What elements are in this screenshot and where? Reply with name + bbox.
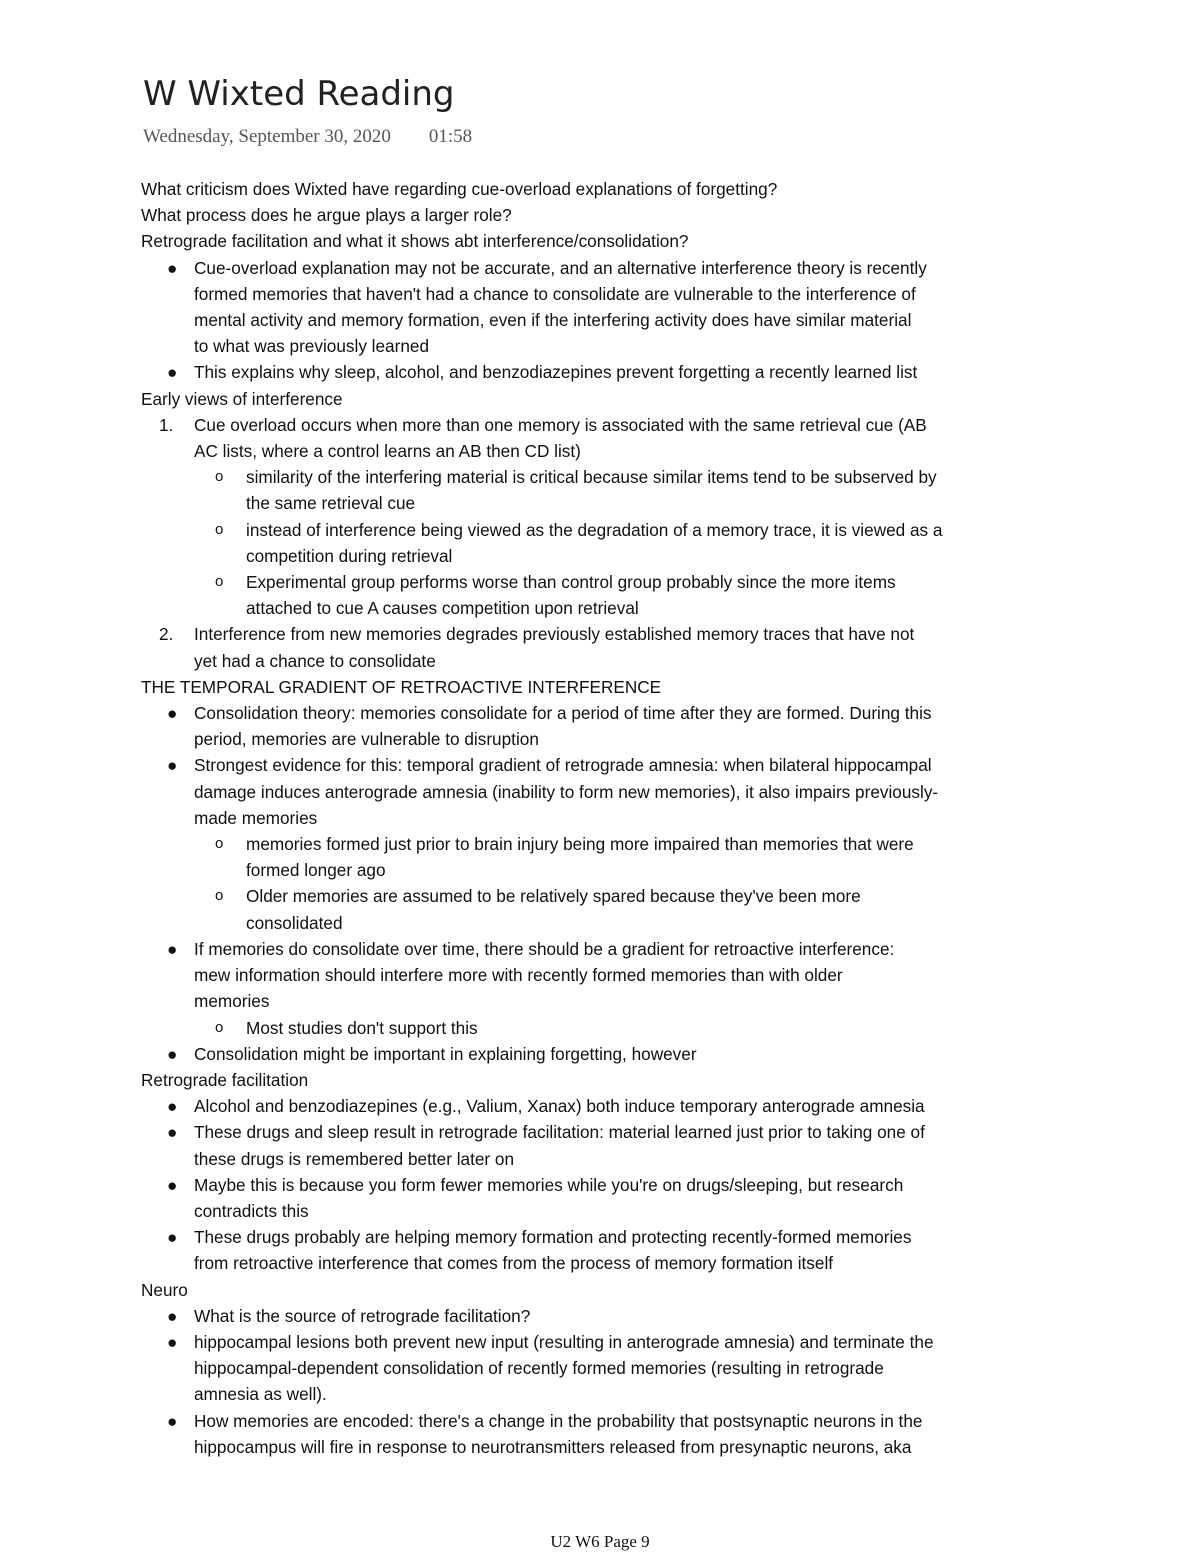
bullet-icon: ● xyxy=(167,1305,178,1326)
bullet-item xyxy=(141,255,1071,360)
bullet-icon: ● xyxy=(167,703,178,724)
bullet-item xyxy=(141,700,1071,752)
text-line: Experimental group performs worse than control group probably since the more items xyxy=(246,572,896,593)
text-line: competition during retrieval xyxy=(246,545,453,566)
text-line: yet had a chance to consolidate xyxy=(194,650,436,671)
circle-bullet-icon: o xyxy=(215,573,224,591)
list-number: 1. xyxy=(159,414,174,435)
bullet-icon: ● xyxy=(167,257,178,278)
text-line: consolidated xyxy=(246,912,343,933)
heading-neuro: Neuro xyxy=(141,1279,188,1300)
bullet-item xyxy=(141,1041,1071,1067)
bullet-item xyxy=(141,1172,1071,1224)
text-line: hippocampal-dependent consolidation of recently formed memories (resulting in retrograde xyxy=(194,1358,884,1379)
bullet-icon: ● xyxy=(167,755,178,776)
text-line: hippocampus will fire in response to neurotransmitters released from presynaptic neurons, aka xyxy=(194,1436,912,1457)
text-line: What is the source of retrograde facilitation? xyxy=(194,1305,531,1326)
circle-bullet-icon: o xyxy=(215,887,224,905)
text-line: instead of interference being viewed as the degradation of a memory trace, it is viewed as a xyxy=(246,519,943,540)
heading-early-views: Early views of interference xyxy=(141,388,343,409)
sub-bullet-item xyxy=(141,517,1071,569)
text-line: formed longer ago xyxy=(246,860,386,881)
text-line: damage induces anterograde amnesia (inability to form new memories), it also impairs previously- xyxy=(194,781,939,802)
bullet-icon: ● xyxy=(167,938,178,959)
text-line: Cue overload occurs when more than one memory is associated with the same retrieval cue (AB xyxy=(194,414,927,435)
text-line: These drugs probably are helping memory formation and protecting recently-formed memories xyxy=(194,1227,912,1248)
numbered-item xyxy=(141,621,1071,673)
text-line: formed memories that haven't had a chance to consolidate are vulnerable to the interference of xyxy=(194,283,916,304)
text-line: Interference from new memories degrades previously established memory traces that have not xyxy=(194,624,915,645)
sub-bullet-item xyxy=(141,883,1071,935)
list-number: 2. xyxy=(159,624,174,645)
circle-bullet-icon: o xyxy=(215,835,224,853)
circle-bullet-icon: o xyxy=(215,1018,224,1036)
text-line: This explains why sleep, alcohol, and benzodiazepines prevent forgetting a recently learned list xyxy=(194,362,918,383)
text-line: to what was previously learned xyxy=(194,336,430,357)
text-line: Consolidation might be important in explaining forgetting, however xyxy=(194,1043,697,1064)
sub-bullet-item xyxy=(141,831,1071,883)
text-line: Consolidation theory: memories consolidate for a period of time after they are formed. During this xyxy=(194,703,932,724)
sub-bullet-item xyxy=(141,569,1071,621)
heading-retrograde-facilitation: Retrograde facilitation xyxy=(141,1069,309,1090)
bullet-icon: ● xyxy=(167,1331,178,1352)
bullet-item xyxy=(141,1329,1071,1408)
page-meta xyxy=(143,126,472,148)
bullet-icon: ● xyxy=(167,1227,178,1248)
page-footer: U2 W6 Page 9 xyxy=(550,1532,650,1551)
bullet-icon: ● xyxy=(167,1410,178,1431)
text-line: hippocampal lesions both prevent new input (resulting in anterograde amnesia) and terminate the xyxy=(194,1331,934,1352)
page-time: 01:58 xyxy=(428,126,473,147)
text-line: memories xyxy=(194,991,270,1012)
text-line: Maybe this is because you form fewer memories while you're on drugs/sleeping, but research xyxy=(194,1174,904,1195)
note-body xyxy=(141,176,1071,1460)
text-line: from retroactive interference that comes from the process of memory formation itself xyxy=(194,1253,834,1274)
text-line: mew information should interfere more with recently formed memories than with older xyxy=(194,965,843,986)
circle-bullet-icon: o xyxy=(215,520,224,538)
sub-bullet-item xyxy=(141,464,1071,516)
text-line: Most studies don't support this xyxy=(246,1017,478,1038)
text-line: mental activity and memory formation, even if the interfering activity does have similar material xyxy=(194,310,912,331)
bullet-item xyxy=(141,752,1071,831)
text-line: Cue-overload explanation may not be accurate, and an alternative interference theory is recently xyxy=(194,257,927,278)
text-line: If memories do consolidate over time, there should be a gradient for retroactive interference: xyxy=(194,938,895,959)
page-date: Wednesday, September 30, 2020 xyxy=(143,126,391,147)
bullet-item xyxy=(141,1408,1071,1460)
text-line: memories formed just prior to brain injury being more impaired than memories that were xyxy=(246,834,914,855)
text-line: period, memories are vulnerable to disruption xyxy=(194,729,539,750)
bullet-icon: ● xyxy=(167,362,178,383)
bullet-icon: ● xyxy=(167,1122,178,1143)
text-line: Alcohol and benzodiazepines (e.g., Valium, Xanax) both induce temporary anterograde amnesia xyxy=(194,1096,925,1117)
sub-bullet-item xyxy=(141,1015,1071,1041)
bullet-item xyxy=(141,1224,1071,1276)
circle-bullet-icon: o xyxy=(215,468,224,486)
numbered-item xyxy=(141,412,1071,464)
question-3: Retrograde facilitation and what it shows abt interference/consolidation? xyxy=(141,231,689,252)
text-line: How memories are encoded: there's a change in the probability that postsynaptic neurons in the xyxy=(194,1410,923,1431)
bullet-icon: ● xyxy=(167,1043,178,1064)
text-line: Older memories are assumed to be relatively spared because they've been more xyxy=(246,886,861,907)
text-line: These drugs and sleep result in retrograde facilitation: material learned just prior to taking one of xyxy=(194,1122,925,1143)
bullet-icon: ● xyxy=(167,1096,178,1117)
question-1: What criticism does Wixted have regarding cue-overload explanations of forgetting? xyxy=(141,179,778,199)
text-line: amnesia as well). xyxy=(194,1384,327,1405)
heading-temporal-gradient: THE TEMPORAL GRADIENT OF RETROACTIVE INTERFERENCE xyxy=(141,676,662,697)
bullet-item xyxy=(141,359,1071,385)
text-line: the same retrieval cue xyxy=(246,493,416,514)
text-line: Strongest evidence for this: temporal gradient of retrograde amnesia: when bilateral hippocampal xyxy=(194,755,932,776)
text-line: these drugs is remembered better later on xyxy=(194,1148,515,1169)
text-line: AC lists, where a control learns an AB then CD list) xyxy=(194,441,581,462)
text-line: similarity of the interfering material is critical because similar items tend to be subserved by xyxy=(246,467,937,488)
page-title: W Wixted Reading xyxy=(143,74,455,114)
bullet-item xyxy=(141,1303,1071,1329)
bullet-icon: ● xyxy=(167,1174,178,1195)
bullet-item xyxy=(141,1093,1071,1119)
text-line: contradicts this xyxy=(194,1200,309,1221)
question-2: What process does he argue plays a larger role? xyxy=(141,205,512,226)
bullet-item xyxy=(141,936,1071,1015)
text-line: attached to cue A causes competition upon retrieval xyxy=(246,598,639,619)
bullet-item xyxy=(141,1119,1071,1171)
text-line: made memories xyxy=(194,807,318,828)
